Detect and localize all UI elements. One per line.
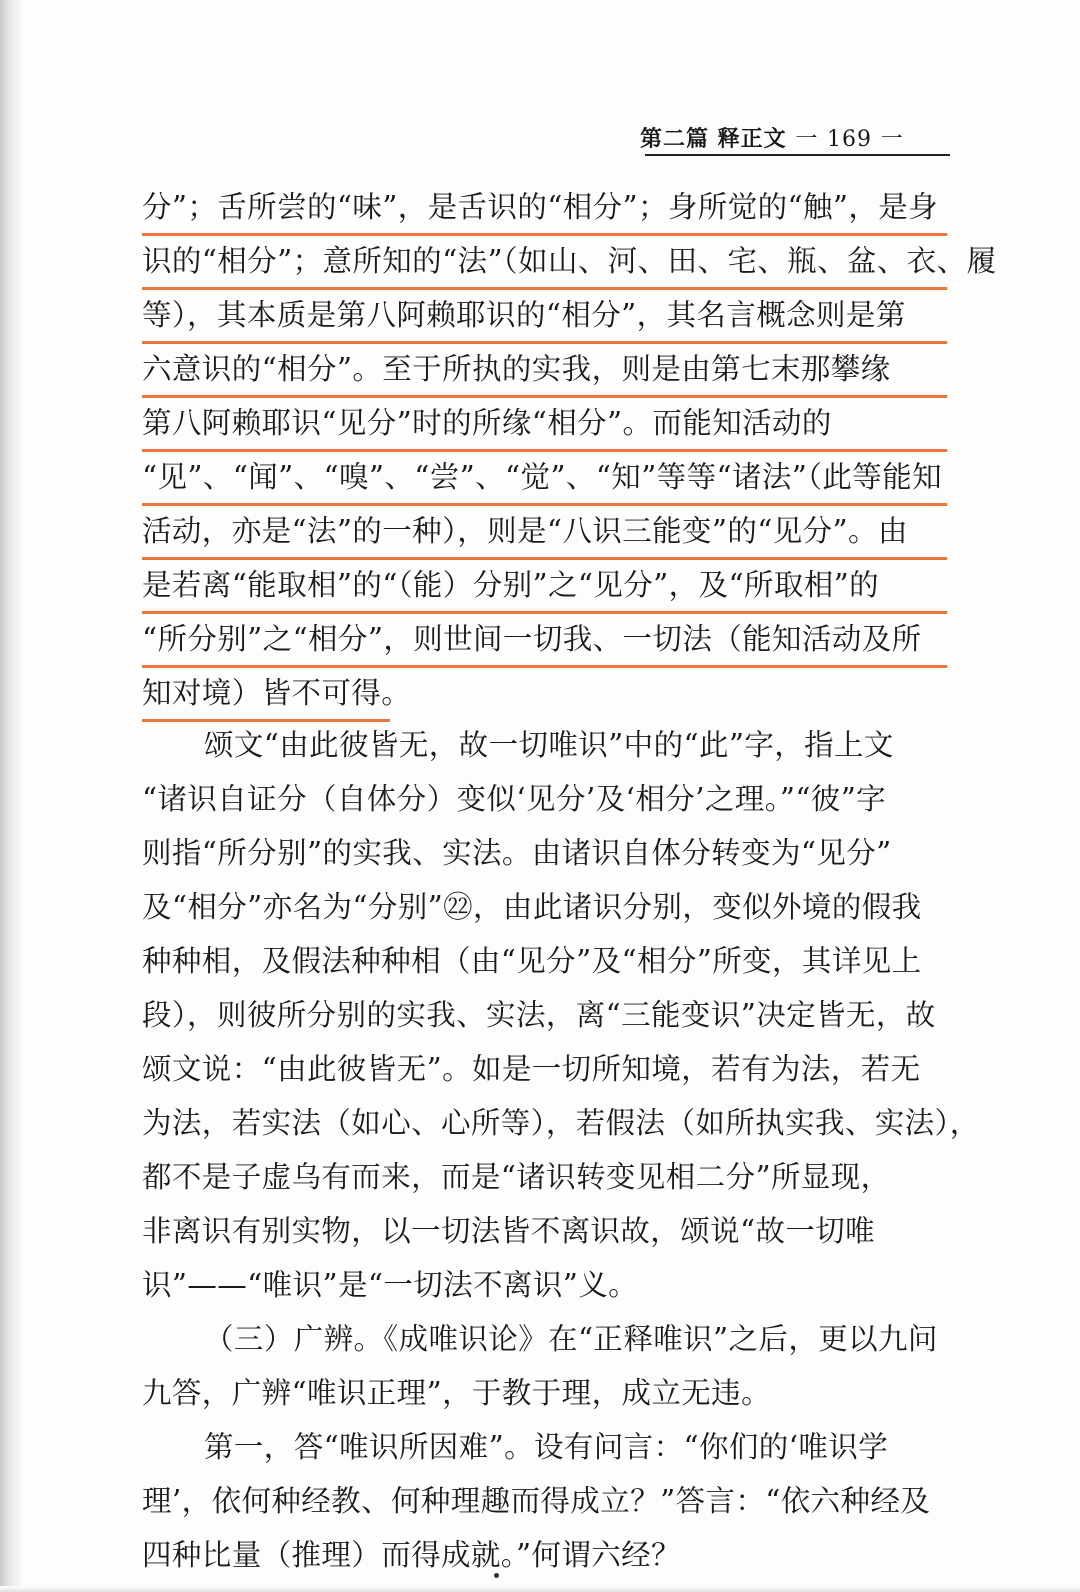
- highlighted-line: “所分别”之“相分”，则世间一切我、一切法（能知活动及所: [142, 614, 947, 668]
- body-line: 种种相，及假法种种相（由“见分”及“相分”所变，其详见上: [142, 944, 922, 978]
- body-line: 理’，依何种经教、何种理趣而得成立？”答言：“依六种经及: [142, 1484, 931, 1518]
- body-line: 为法，若实法（如心、心所等），若假法（如所执实我、实法），: [142, 1106, 980, 1140]
- highlighted-line: “见”、“闻”、“嗅”、“尝”、“觉”、“知”等等“诸法”（此等能知: [142, 452, 947, 506]
- paragraph-first-line: 颂文“由此彼皆无，故一切唯识”中的“此”字，指上文: [204, 728, 894, 762]
- highlighted-line: 活动，亦是“法”的一种），则是“八识三能变”的“见分”。由: [142, 506, 947, 560]
- highlighted-line: 识的“相分”；意所知的“法”（如山、河、田、宅、瓶、盆、衣、履: [142, 236, 947, 290]
- body-line: 颂文说：“由此彼皆无”。如是一切所知境，若有为法，若无: [142, 1052, 921, 1086]
- highlighted-passage: [142, 182, 997, 722]
- body-text: [142, 720, 980, 1584]
- body-line: 段），则彼所分别的实我、实法，离“三能变识”决定皆无，故: [142, 998, 936, 1032]
- paragraph-first-line: 第一，答“唯识所因难”。设有问言：“你们的‘唯识学: [204, 1430, 889, 1464]
- body-line: 四种比量（推理）而得成就。”何谓六经？: [142, 1538, 681, 1572]
- highlighted-line: 分”；舌所尝的“味”，是舌识的“相分”；身所觉的“触”，是身: [142, 182, 947, 236]
- highlighted-line: 第八阿赖耶识“见分”时的所缘“相分”。而能知活动的: [142, 398, 947, 452]
- highlighted-line: 知对境）皆不可得。: [142, 668, 390, 722]
- body-line: 则指“所分别”的实我、实法。由诸识自体分转变为“见分”: [142, 836, 892, 870]
- page-number: 169: [827, 127, 873, 152]
- body-line: 九答，广辨“唯识正理”，于教于理，成立无违。: [142, 1376, 771, 1410]
- section-label: 第二篇 释正文: [640, 126, 787, 152]
- body-line: 识”——“唯识”是“一切法不离识”义。: [142, 1268, 639, 1302]
- body-line: 都不是子虚乌有而来，而是“诸识转变见相二分”所显现，: [142, 1160, 891, 1194]
- body-line: “诸识自证分（自体分）变似‘见分’及‘相分’之理。”“彼”字: [142, 782, 887, 816]
- highlighted-line: 六意识的“相分”。至于所执的实我，则是由第七末那攀缘: [142, 344, 947, 398]
- header-dash-left: 一: [795, 127, 819, 152]
- body-line: 非离识有别实物，以一切法皆不离识故，颂说“故一切唯: [142, 1214, 876, 1248]
- page-bottom-shadow: [0, 1586, 1080, 1592]
- highlighted-line: 等），其本质是第八阿赖耶识的“相分”，其名言概念则是第: [142, 290, 947, 344]
- page-gutter-shadow: [0, 0, 22, 1592]
- header-rule: [645, 154, 950, 156]
- running-header: [640, 122, 940, 153]
- highlighted-line: 是若离“能取相”的“（能）分别”之“见分”，及“所取相”的: [142, 560, 947, 614]
- header-dash-right: 一: [880, 127, 904, 152]
- paragraph-first-line: （三）广辨。《成唯识论》在“正释唯识”之后，更以九问: [204, 1322, 938, 1356]
- print-speck: [494, 1573, 499, 1578]
- body-line: 及“相分”亦名为“分别”㉒，由此诸识分别，变似外境的假我: [142, 890, 922, 924]
